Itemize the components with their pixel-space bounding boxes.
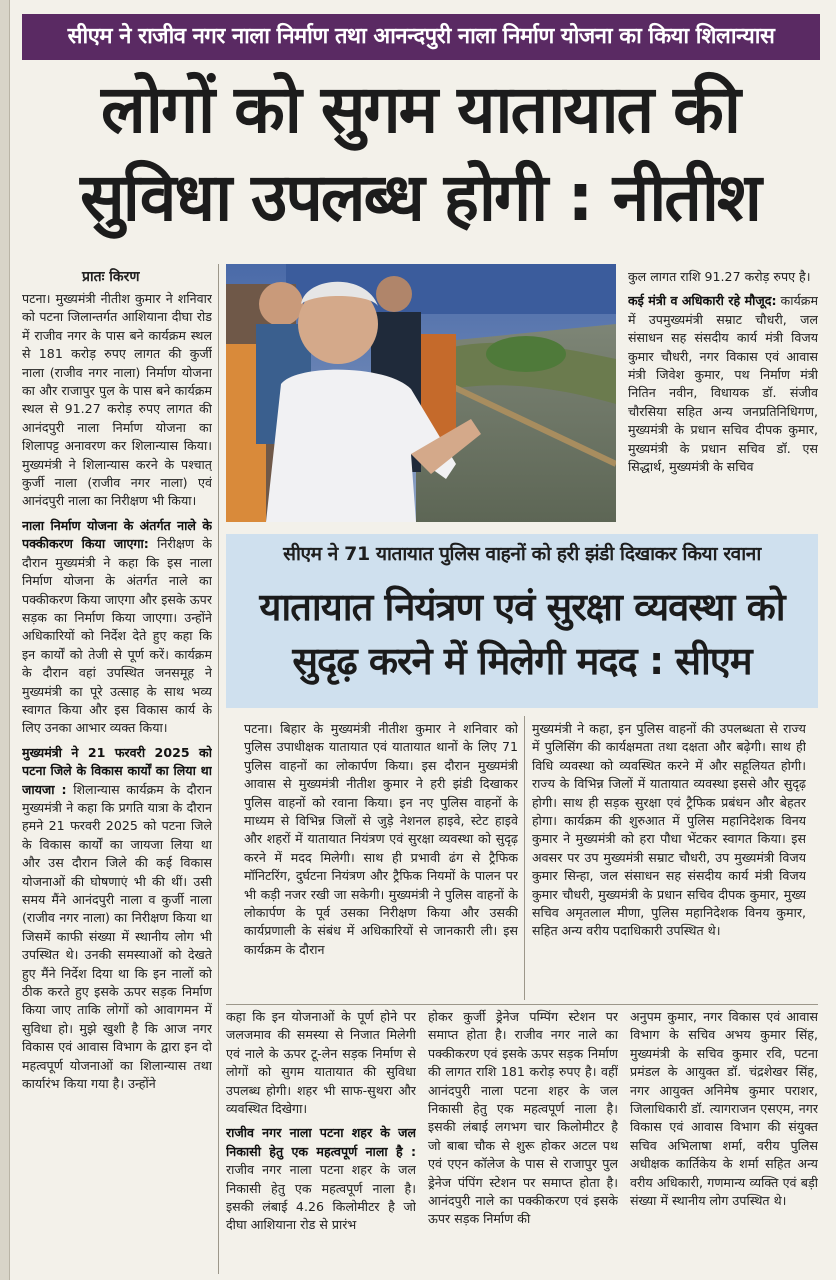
col1-paragraph-1: पटना। मुख्यमंत्री नीतीश कुमार ने शनिवार को पटना जिलान्तर्गत आशियाना दीघा रोड में राजीव नगर के पास बने कार्यक्रम स्थल से 181 करोड़ रुपए लागत की कुर्जी नाला (राजीव नगर नाला) निर्माण योजना का और राजापुर पुल के पास बने कार्यक्रम स्थल से 91.27 करोड़ रुपए लागत की आनंदपुरी नाला निर्माण योजना का शिलापट्ट अनावरण कर शिलान्यास किया। मुख्यमंत्री ने शिलान्यास करने के पश्चात् कुर्जी नाला (राजीव नगर नाला) एवं आनंदपुरी नाला का निरीक्षण भी किया।	[22, 291, 212, 509]
col1-paragraph-2	[22, 517, 212, 738]
bottom-col2-paragraph-1: कहा कि इन योजनाओं के पूर्ण होने पर जलजमाव की समस्या से निजात मिलेगी एवं नाले के ऊपर टू-लेन सड़क निर्माण से लोगों को सुगम यातायात की सुविधा उपलब्ध होगी। शहर भी साफ-सुथरा और व्यवस्थित दिखेगा।	[226, 1009, 416, 1117]
article-column-3-bottom: होकर कुर्जी ड्रेनेज पम्पिंग स्टेशन पर समाप्त होता है। राजीव नगर नाले का पक्कीकरण एवं इसके ऊपर सड़क निर्माण की लागत राशि 181 करोड़ रुपए है। वहीं आनंदपुरी नाला पटना शहर के जल निकासी हेतु एक महत्वपूर्ण नाला है। इसकी लंबाई लगभग चार किलोमीटर है जो बाबा चौक से शुरू होकर अटल पथ एवं एएन कॉलेज के पास से राजापुर पुल ड्रेनेज पंपिंग स्टेशन पर समाप्त होता है। आनंदपुरी नाले का पक्कीकरण एवं इसके ऊपर सड़क निर्माण की	[428, 1009, 618, 1227]
news-photo-cm-inspection	[226, 264, 616, 522]
col1-body-2: निरीक्षण के दौरान मुख्यमंत्री ने कहा कि इस नाला निर्माण योजना के अंतर्गत नाले का पक्कीकरण किया जाएगा और इसके ऊपर सड़क का निर्माण किया जाएगा। उन्होंने अधिकारियों को निर्देश देते हुए कहा कि इन कार्यों को तेजी से पूर्ण करें। कार्यक्रम के दौरान वहां उपस्थित जनसमूह ने मुख्यमंत्री का पूरे उत्साह के साथ भव्य स्वागत किया और इस विकास कार्य के लिए उनका आभार व्यक्त किया।	[22, 536, 212, 736]
col3-paragraph-2	[628, 292, 818, 476]
story-2-divider	[524, 716, 525, 1000]
article-column-2-bottom	[226, 1008, 416, 1274]
headline-line-2: सुविधा उपलब्ध होगी : नीतीश	[80, 159, 760, 236]
col1-subhead-1: नाला निर्माण योजना के अंतर्गत नाले के पक्कीकरण किया जाएगा:	[22, 517, 212, 552]
col3-subhead: कई मंत्री व अधिकारी रहे मौजूद:	[628, 293, 777, 309]
column-divider	[218, 264, 219, 1274]
col1-body-3: शिलान्यास कार्यक्रम के दौरान मुख्यमंत्री ने कहा कि प्रगति यात्रा के दौरान हमने 21 फरवरी 2025 को पटना जिले के विकास कार्यों का जायजा लिया था और उस दौरान जिले की कई विकास योजनाओं की घोषणाएं भी की थीं। उसी समय मैंने आनंदपुरी नाला व कुर्जी नाला (राजीव नगर नाला) का निरीक्षण किया था जिसमें काफी संख्या में स्थानीय लोग भी उपस्थित थे। उनकी समस्याओं को देखते हुए मैंने निर्देश दिया था कि इन नालों को ठीक करते हुए इसके ऊपर सड़क निर्माण किया जाए ताकि लोगों को आवागमन में सुविधा हो। मुझे खुशी है कि आज नगर विकास एवं आवास विभाग के द्वारा इन दो महत्वपूर्ण योजनाओं का शिलान्यास तथा कार्यारंभ किया गया है। उन्होंने	[22, 781, 212, 1092]
bottom-col2-subhead: राजीव नगर नाला पटना शहर के जल निकासी हेतु एक महत्वपूर्ण नाला है :	[226, 1125, 416, 1159]
story-2-headline-box	[226, 534, 818, 708]
story-2-bottom-rule	[226, 1004, 818, 1005]
article-column-3-top	[628, 268, 818, 530]
col1-paragraph-3	[22, 744, 212, 1094]
main-headline	[20, 66, 820, 242]
col3-paragraph-1: कुल लागत राशि 91.27 करोड़ रुपए है।	[628, 269, 811, 284]
col3-body: कार्यक्रम में उपमुख्यमंत्री सम्राट चौधरी, जल संसाधन सह संसदीय कार्य मंत्री विजय कुमार चौधरी, नगर विकास एवं आवास मंत्री जिवेश कुमार, पथ निर्माण मंत्री नितिन नवीन, विधायक डॉ. संजीव चौरसिया सहित अन्य जनप्रतिनिधिगण, मुख्यमंत्री के प्रधान सचिव दीपक कुमार, मुख्यमंत्री के प्रधान सचिव डॉ. एस सिद्धार्थ, मुख्यमंत्री के सचिव	[628, 293, 818, 475]
story-2-headline-line-2: सुदृढ़ करने में मिलेगी मदद : सीएम	[292, 639, 752, 683]
bottom-col2-body: राजीव नगर नाला पटना शहर के जल निकासी हेतु एक महत्वपूर्ण नाला है। इसकी लंबाई 4.26 किलोमीटर है जो दीघा आशियाना रोड से प्रारंभ	[226, 1162, 416, 1233]
story-2-column-left: पटना। बिहार के मुख्यमंत्री नीतीश कुमार ने शनिवार को पुलिस उपाधीक्षक यातायात एवं यातायात थानों के लिए 71 पुलिस वाहनों का लोकार्पण किया। इस दौरान मुख्यमंत्री आवास से मुख्यमंत्री नीतीश कुमार ने हरी झंडी दिखाकर पुलिस वाहनों को रवाना किया। इन नए पुलिस वाहनों के माध्यम से विभिन्न जिलों से जुड़े नेशनल हाइवे, स्टेट हाइवे और शहरों में यातायात नियंत्रण एवं सुरक्षा व्यवस्था को सुदृढ़ करने में मदद मिलेगी। साथ ही प्रभावी ढंग से ट्रैफिक मॉनिटरिंग, दुर्घटना नियंत्रण और ट्रैफिक नियमों के पालन पर भी कड़ी नजर रखी जा सकेगी। मुख्यमंत्री ने पुलिस वाहनों के लोकार्पण के पूर्व उसका निरीक्षण किया और उसकी कार्यप्रणाली के संबंध में अधिकारियों से जानकारी ली। इस कार्यक्रम के दौरान	[244, 721, 518, 957]
story-2-headline-line-1: यातायात नियंत्रण एवं सुरक्षा व्यवस्था को	[259, 585, 785, 629]
story-2-column-right: मुख्यमंत्री ने कहा, इन पुलिस वाहनों की उपलब्धता से राज्य में पुलिसिंग की कार्यक्षमता तथा दक्षता और बढ़ेगी। साथ ही विधि व्यवस्था को व्यवस्थित करने में और सहूलियत होगी। राज्य के विभिन्न जिलों में यातायात व्यवस्था इससे और सुदृढ़ होगी। साथ ही सड़क सुरक्षा एवं ट्रैफिक प्रबंधन और बेहतर होगा। कार्यक्रम की शुरुआत में पुलिस महानिदेशक विनय कुमार ने मुख्यमंत्री को हरा पौधा भेंटकर स्वागत किया। इस अवसर पर उप मुख्यमंत्री सम्राट चौधरी, उप मुख्यमंत्री विजय कुमार सिन्हा, जल संसाधन सह संसदीय कार्य मंत्री विजय कुमार चौधरी, मुख्यमंत्री के प्रधान सचिव दीपक कुमार, मुख्य सचिव अमृतलाल मीणा, पुलिस महानिदेशक विनय कुमार, सहित अन्य वरीय पदाधिकारी उपस्थित थे।	[532, 721, 806, 939]
byline: प्रातः किरण	[82, 269, 140, 285]
page-margin-strip	[0, 0, 10, 1280]
story-2-headline	[226, 580, 818, 688]
headline-line-1: लोगों को सुगम यातायात की	[101, 71, 739, 148]
banner-strap: सीएम ने राजीव नगर नाला निर्माण तथा आनन्दपुरी नाला निर्माण योजना का किया शिलान्यास	[22, 14, 820, 60]
article-column-4-bottom: अनुपम कुमार, नगर विकास एवं आवास विभाग के सचिव अभय कुमार सिंह, मुख्यमंत्री के सचिव कुमार रवि, पटना प्रमंडल के आयुक्त डॉ. चंद्रशेखर सिंह, नगर आयुक्त अनिमेष कुमार पराशर, जिलाधिकारी डॉ. त्यागराजन एसएम, नगर विकास एवं आवास विभाग की संयुक्त सचिव अभिलाषा शर्मा, वरीय पुलिस अधीक्षक कार्तिकेय के शर्मा सहित अन्य वरीय अधिकारी, गणमान्य व्यक्ति एवं बड़ी संख्या में स्थानीय लोग उपस्थित थे।	[630, 1009, 818, 1209]
article-column-1	[22, 290, 212, 1275]
photo-illustration	[226, 264, 616, 522]
col1-subhead-2: मुख्यमंत्री ने 21 फरवरी 2025 को पटना जिले के विकास कार्यों का लिया था जायजा :	[22, 744, 212, 797]
bottom-col2-paragraph-2	[226, 1124, 416, 1234]
story-2-subhead: सीएम ने 71 यातायात पुलिस वाहनों को हरी झंडी दिखाकर किया रवाना	[283, 543, 761, 565]
